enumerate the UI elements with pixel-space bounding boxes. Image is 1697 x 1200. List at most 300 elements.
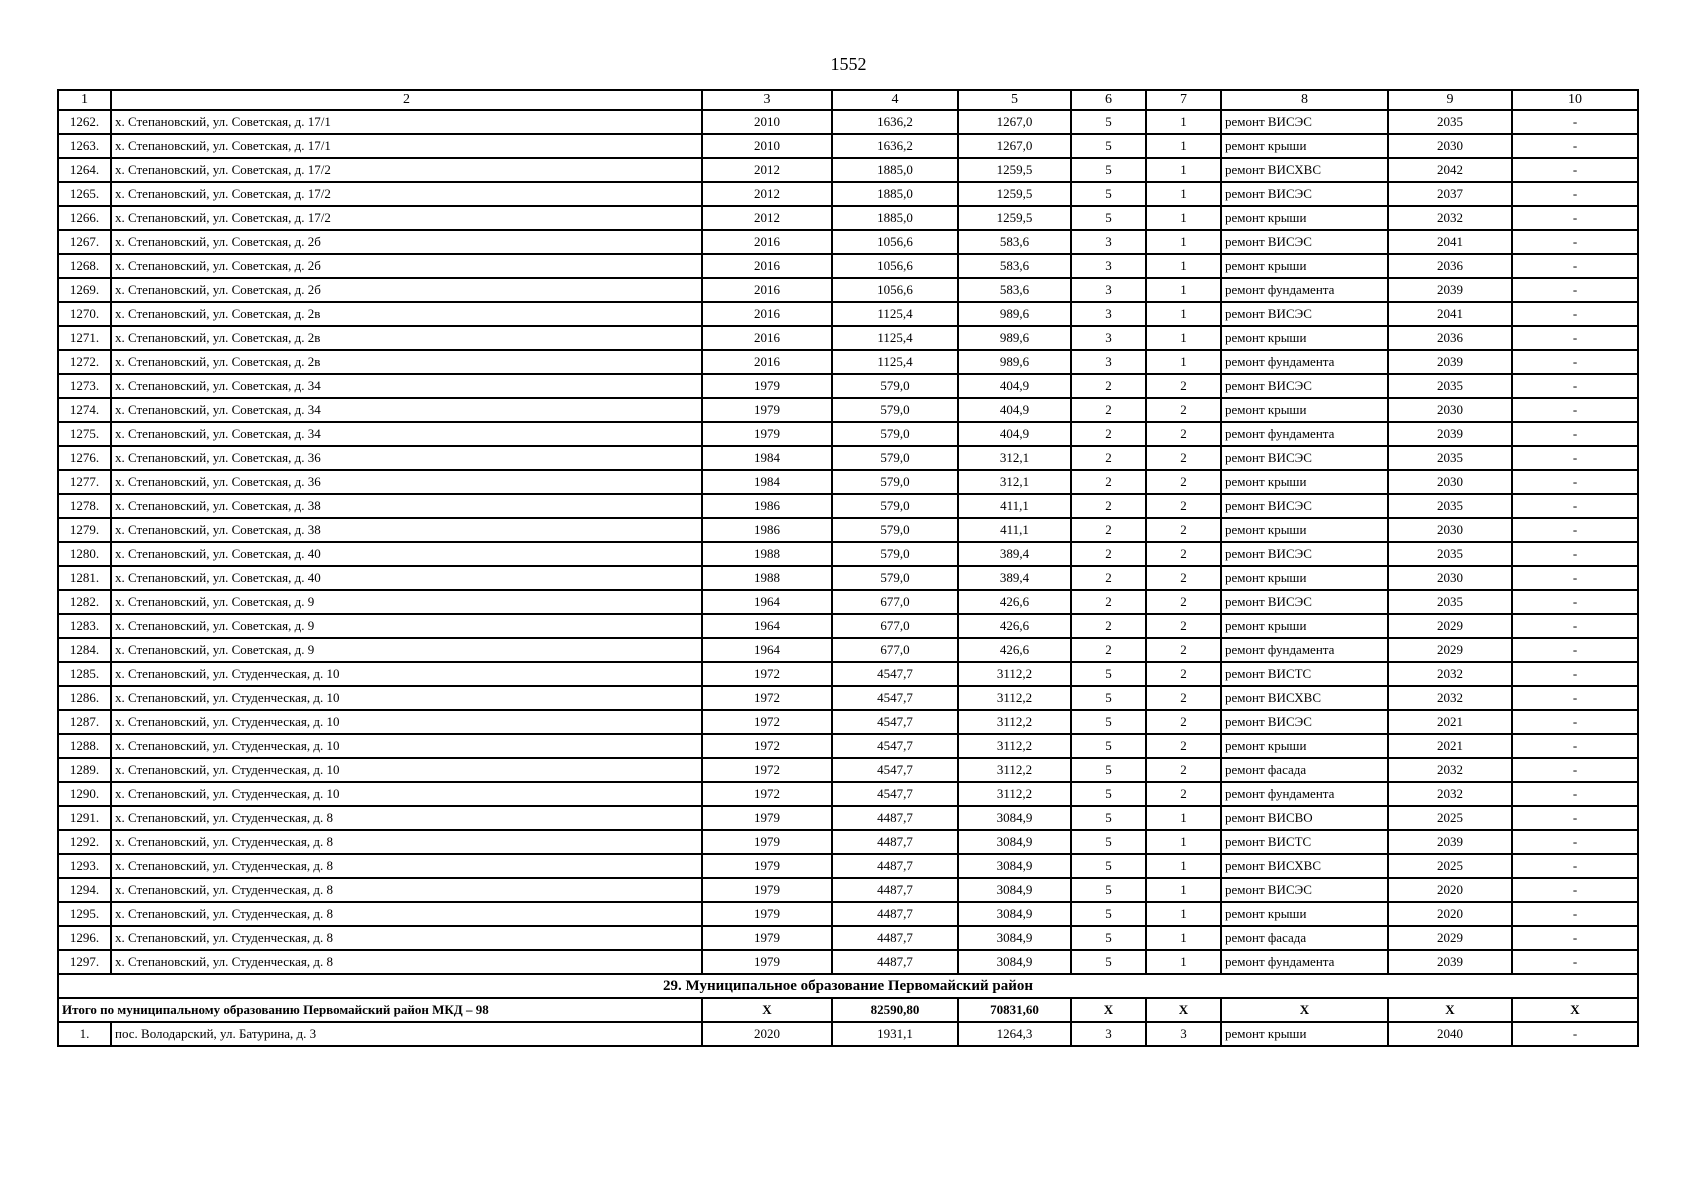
table-cell: 1291. xyxy=(58,806,111,830)
table-cell: 1125,4 xyxy=(832,326,958,350)
table-cell: 579,0 xyxy=(832,446,958,470)
table-row xyxy=(58,686,1638,710)
table-cell: - xyxy=(1512,926,1638,950)
table-body xyxy=(58,110,1638,1046)
table-cell: ремонт фундамента xyxy=(1221,950,1388,974)
table-cell: х. Степановский, ул. Советская, д. 38 xyxy=(111,518,702,542)
table-cell: 2 xyxy=(1071,614,1146,638)
table-cell: 1264,3 xyxy=(958,1022,1071,1046)
table-row xyxy=(58,830,1638,854)
table-cell: - xyxy=(1512,662,1638,686)
table-cell: ремонт ВИСЭС xyxy=(1221,374,1388,398)
table-cell: 4487,7 xyxy=(832,806,958,830)
table-cell: 2016 xyxy=(702,326,832,350)
table-cell: 3084,9 xyxy=(958,902,1071,926)
table-cell: 1. xyxy=(58,1022,111,1046)
table-row xyxy=(58,590,1638,614)
table-cell: 1 xyxy=(1146,902,1221,926)
table-cell: 2 xyxy=(1146,662,1221,686)
table-cell: 2 xyxy=(1146,542,1221,566)
table-cell: 1265. xyxy=(58,182,111,206)
table-cell: 5 xyxy=(1071,902,1146,926)
table-cell: 3 xyxy=(1146,1022,1221,1046)
table-cell: ремонт крыши xyxy=(1221,902,1388,926)
table-cell: 2012 xyxy=(702,206,832,230)
table-cell: 2035 xyxy=(1388,542,1512,566)
table-cell: - xyxy=(1512,854,1638,878)
table-cell: ремонт ВИСЭС xyxy=(1221,110,1388,134)
table-cell: х. Степановский, ул. Студенческая, д. 8 xyxy=(111,854,702,878)
table-cell: х. Степановский, ул. Студенческая, д. 10 xyxy=(111,734,702,758)
table-cell: 2025 xyxy=(1388,854,1512,878)
table-cell: 1267. xyxy=(58,230,111,254)
housing-register-table xyxy=(57,89,1639,1047)
table-cell: 1277. xyxy=(58,470,111,494)
table-cell: 1 xyxy=(1146,878,1221,902)
table-cell: 1273. xyxy=(58,374,111,398)
table-cell: 5 xyxy=(1071,134,1146,158)
table-cell: 2 xyxy=(1146,710,1221,734)
table-cell: 2032 xyxy=(1388,782,1512,806)
column-header-9: 9 xyxy=(1388,90,1512,110)
table-cell: 404,9 xyxy=(958,422,1071,446)
table-cell: 3 xyxy=(1071,302,1146,326)
table-cell: 2016 xyxy=(702,302,832,326)
table-cell: 1964 xyxy=(702,638,832,662)
table-cell: ремонт ВИСЭС xyxy=(1221,230,1388,254)
table-cell: ремонт крыши xyxy=(1221,734,1388,758)
table-cell: 677,0 xyxy=(832,638,958,662)
table-cell: х. Степановский, ул. Советская, д. 36 xyxy=(111,446,702,470)
table-cell: - xyxy=(1512,638,1638,662)
table-cell: х. Степановский, ул. Советская, д. 34 xyxy=(111,422,702,446)
table-row xyxy=(58,206,1638,230)
table-row xyxy=(58,662,1638,686)
table-cell: 1 xyxy=(1146,230,1221,254)
table-cell: 2037 xyxy=(1388,182,1512,206)
table-cell: 1 xyxy=(1146,830,1221,854)
table-cell: х. Степановский, ул. Советская, д. 2в xyxy=(111,302,702,326)
table-row xyxy=(58,158,1638,182)
table-cell: 2 xyxy=(1146,446,1221,470)
column-header-7: 7 xyxy=(1146,90,1221,110)
table-cell: х. Степановский, ул. Советская, д. 38 xyxy=(111,494,702,518)
table-cell: ремонт крыши xyxy=(1221,518,1388,542)
table-row xyxy=(58,422,1638,446)
table-cell: 2039 xyxy=(1388,278,1512,302)
table-cell: 389,4 xyxy=(958,566,1071,590)
table-cell: 1276. xyxy=(58,446,111,470)
table-cell: х. Степановский, ул. Советская, д. 2б xyxy=(111,254,702,278)
table-cell: 2025 xyxy=(1388,806,1512,830)
table-header xyxy=(58,90,1638,110)
table-cell: 1272. xyxy=(58,350,111,374)
table-cell: х. Степановский, ул. Студенческая, д. 8 xyxy=(111,878,702,902)
table-cell: - xyxy=(1512,1022,1638,1046)
table-cell: 4547,7 xyxy=(832,662,958,686)
table-cell: 5 xyxy=(1071,782,1146,806)
table-cell: 1972 xyxy=(702,710,832,734)
table-cell: - xyxy=(1512,206,1638,230)
table-cell: 989,6 xyxy=(958,302,1071,326)
table-cell: ремонт ВИСВО xyxy=(1221,806,1388,830)
table-cell: 1271. xyxy=(58,326,111,350)
table-cell: 2 xyxy=(1071,398,1146,422)
column-header-5: 5 xyxy=(958,90,1071,110)
table-cell: 1282. xyxy=(58,590,111,614)
table-cell: ремонт ВИСЭС xyxy=(1221,542,1388,566)
table-row xyxy=(58,638,1638,662)
table-cell: 1263. xyxy=(58,134,111,158)
table-cell: 2030 xyxy=(1388,470,1512,494)
table-cell: - xyxy=(1512,542,1638,566)
table-cell: 1986 xyxy=(702,518,832,542)
table-cell: 2021 xyxy=(1388,734,1512,758)
table-cell: 1 xyxy=(1146,950,1221,974)
table-cell: 2030 xyxy=(1388,398,1512,422)
table-row xyxy=(58,230,1638,254)
table-cell: 2032 xyxy=(1388,206,1512,230)
table-cell: 5 xyxy=(1071,158,1146,182)
table-cell: х. Степановский, ул. Студенческая, д. 8 xyxy=(111,830,702,854)
table-cell: 583,6 xyxy=(958,278,1071,302)
table-cell: 2 xyxy=(1146,782,1221,806)
total-label: Итого по муниципальному образованию Первомайский район МКД – 98 xyxy=(58,998,702,1022)
table-cell: ремонт крыши xyxy=(1221,134,1388,158)
table-cell: 1931,1 xyxy=(832,1022,958,1046)
section-title: 29. Муниципальное образование Первомайский район xyxy=(58,974,1638,998)
table-cell: - xyxy=(1512,254,1638,278)
table-cell: 2 xyxy=(1071,446,1146,470)
table-row xyxy=(58,806,1638,830)
table-cell: 579,0 xyxy=(832,518,958,542)
table-cell: 3 xyxy=(1071,350,1146,374)
table-cell: 2039 xyxy=(1388,830,1512,854)
table-cell: 1286. xyxy=(58,686,111,710)
table-cell: 1056,6 xyxy=(832,278,958,302)
table-cell: 2035 xyxy=(1388,446,1512,470)
column-header-1: 1 xyxy=(58,90,111,110)
table-cell: - xyxy=(1512,350,1638,374)
table-cell: х. Степановский, ул. Советская, д. 2б xyxy=(111,278,702,302)
table-cell: ремонт ВИСТС xyxy=(1221,830,1388,854)
table-cell: 1964 xyxy=(702,590,832,614)
table-cell: 1972 xyxy=(702,662,832,686)
table-cell: 2020 xyxy=(1388,878,1512,902)
table-row xyxy=(58,782,1638,806)
table-cell: 1 xyxy=(1146,278,1221,302)
page-number: 1552 xyxy=(830,54,867,74)
table-cell: ремонт крыши xyxy=(1221,566,1388,590)
table-cell: 1972 xyxy=(702,758,832,782)
table-cell: - xyxy=(1512,518,1638,542)
table-row xyxy=(58,326,1638,350)
table-row xyxy=(58,854,1638,878)
table-cell: 3084,9 xyxy=(958,878,1071,902)
table-cell: 1279. xyxy=(58,518,111,542)
table-cell: 2035 xyxy=(1388,374,1512,398)
table-cell: ремонт крыши xyxy=(1221,470,1388,494)
table-cell: 2 xyxy=(1146,638,1221,662)
table-cell: х. Степановский, ул. Студенческая, д. 10 xyxy=(111,662,702,686)
table-cell: 1287. xyxy=(58,710,111,734)
table-cell: - xyxy=(1512,734,1638,758)
table-cell: 2032 xyxy=(1388,758,1512,782)
table-cell: 579,0 xyxy=(832,374,958,398)
table-cell: 2029 xyxy=(1388,926,1512,950)
table-cell: 2030 xyxy=(1388,566,1512,590)
table-cell: 411,1 xyxy=(958,518,1071,542)
table-cell: 5 xyxy=(1071,182,1146,206)
table-cell: 5 xyxy=(1071,950,1146,974)
table-cell: 3084,9 xyxy=(958,950,1071,974)
table-cell: 1267,0 xyxy=(958,134,1071,158)
table-row xyxy=(58,758,1638,782)
table-cell: 312,1 xyxy=(958,470,1071,494)
table-cell: 579,0 xyxy=(832,542,958,566)
table-cell: 3 xyxy=(1071,254,1146,278)
table-cell: ремонт фундамента xyxy=(1221,278,1388,302)
table-cell: х. Степановский, ул. Советская, д. 36 xyxy=(111,470,702,494)
table-cell: 1289. xyxy=(58,758,111,782)
table-cell: 5 xyxy=(1071,686,1146,710)
table-cell: 1 xyxy=(1146,182,1221,206)
table-cell: 677,0 xyxy=(832,614,958,638)
table-row xyxy=(58,350,1638,374)
table-cell: 1268. xyxy=(58,254,111,278)
table-cell: 3 xyxy=(1071,326,1146,350)
table-cell: пос. Володарский, ул. Батурина, д. 3 xyxy=(111,1022,702,1046)
column-header-2: 2 xyxy=(111,90,702,110)
table-cell: 1 xyxy=(1146,254,1221,278)
table-cell: ремонт ВИСТС xyxy=(1221,662,1388,686)
table-cell: 2039 xyxy=(1388,422,1512,446)
table-cell: 1274. xyxy=(58,398,111,422)
total-cell: 70831,60 xyxy=(958,998,1071,1022)
table-cell: 2 xyxy=(1071,374,1146,398)
table-cell: 4547,7 xyxy=(832,734,958,758)
table-cell: - xyxy=(1512,470,1638,494)
table-cell: х. Степановский, ул. Советская, д. 17/2 xyxy=(111,158,702,182)
table-cell: х. Степановский, ул. Студенческая, д. 10 xyxy=(111,710,702,734)
table-cell: ремонт фундамента xyxy=(1221,350,1388,374)
table-cell: 2010 xyxy=(702,110,832,134)
table-cell: - xyxy=(1512,110,1638,134)
table-cell: 1885,0 xyxy=(832,206,958,230)
table-cell: 583,6 xyxy=(958,254,1071,278)
table-cell: 3084,9 xyxy=(958,806,1071,830)
table-cell: х. Степановский, ул. Советская, д. 17/2 xyxy=(111,182,702,206)
table-cell: ремонт ВИСХВС xyxy=(1221,686,1388,710)
table-cell: - xyxy=(1512,494,1638,518)
table-cell: 1294. xyxy=(58,878,111,902)
table-row xyxy=(58,494,1638,518)
table-cell: 2030 xyxy=(1388,518,1512,542)
table-cell: ремонт ВИСЭС xyxy=(1221,878,1388,902)
table-row xyxy=(58,710,1638,734)
table-row xyxy=(58,278,1638,302)
table-cell: 1259,5 xyxy=(958,206,1071,230)
table-cell: 4547,7 xyxy=(832,710,958,734)
table-row xyxy=(58,254,1638,278)
table-cell: ремонт фундамента xyxy=(1221,638,1388,662)
table-cell: - xyxy=(1512,830,1638,854)
table-cell: ремонт крыши xyxy=(1221,326,1388,350)
table-cell: 677,0 xyxy=(832,590,958,614)
table-cell: 4487,7 xyxy=(832,878,958,902)
column-number-row xyxy=(58,90,1638,110)
table-cell: 1979 xyxy=(702,398,832,422)
table-cell: 2040 xyxy=(1388,1022,1512,1046)
table-cell: 583,6 xyxy=(958,230,1071,254)
table-cell: 2010 xyxy=(702,134,832,158)
table-cell: 1281. xyxy=(58,566,111,590)
table-row xyxy=(58,926,1638,950)
table-cell: 1979 xyxy=(702,950,832,974)
table-cell: 1264. xyxy=(58,158,111,182)
total-cell: 82590,80 xyxy=(832,998,958,1022)
table-cell: - xyxy=(1512,278,1638,302)
table-cell: 426,6 xyxy=(958,638,1071,662)
table-cell: ремонт крыши xyxy=(1221,398,1388,422)
table-cell: 4547,7 xyxy=(832,758,958,782)
table-cell: 1 xyxy=(1146,110,1221,134)
table-cell: х. Степановский, ул. Студенческая, д. 10 xyxy=(111,758,702,782)
table-cell: 4487,7 xyxy=(832,902,958,926)
table-cell: 5 xyxy=(1071,830,1146,854)
table-cell: 5 xyxy=(1071,662,1146,686)
table-row xyxy=(58,614,1638,638)
table-cell: 1986 xyxy=(702,494,832,518)
table-cell: 2016 xyxy=(702,278,832,302)
table-cell: 2 xyxy=(1071,494,1146,518)
table-row xyxy=(58,1022,1638,1046)
table-cell: - xyxy=(1512,806,1638,830)
table-cell: 1 xyxy=(1146,158,1221,182)
table-cell: 3112,2 xyxy=(958,758,1071,782)
table-row xyxy=(58,878,1638,902)
table-cell: - xyxy=(1512,398,1638,422)
table-row xyxy=(58,398,1638,422)
table-cell: 1 xyxy=(1146,806,1221,830)
table-cell: 2041 xyxy=(1388,302,1512,326)
table-cell: 2 xyxy=(1146,614,1221,638)
table-cell: 989,6 xyxy=(958,326,1071,350)
total-cell: X xyxy=(1146,998,1221,1022)
table-cell: 312,1 xyxy=(958,446,1071,470)
table-cell: х. Степановский, ул. Советская, д. 2в xyxy=(111,326,702,350)
table-cell: 1 xyxy=(1146,134,1221,158)
table-cell: х. Степановский, ул. Советская, д. 34 xyxy=(111,398,702,422)
table-cell: х. Степановский, ул. Советская, д. 9 xyxy=(111,614,702,638)
table-cell: 2 xyxy=(1146,590,1221,614)
table-cell: 1283. xyxy=(58,614,111,638)
table-cell: ремонт ВИСЭС xyxy=(1221,302,1388,326)
table-cell: 1979 xyxy=(702,878,832,902)
table-cell: ремонт фундамента xyxy=(1221,782,1388,806)
table-cell: 2 xyxy=(1146,470,1221,494)
table-cell: 2020 xyxy=(1388,902,1512,926)
table-cell: ремонт ВИСХВС xyxy=(1221,854,1388,878)
table-cell: ремонт ВИСЭС xyxy=(1221,182,1388,206)
table-cell: 1979 xyxy=(702,926,832,950)
table-cell: 2035 xyxy=(1388,590,1512,614)
table-cell: ремонт крыши xyxy=(1221,614,1388,638)
table-cell: 2035 xyxy=(1388,110,1512,134)
table-cell: ремонт ВИСЭС xyxy=(1221,590,1388,614)
table-cell: 404,9 xyxy=(958,398,1071,422)
table-cell: х. Степановский, ул. Советская, д. 17/1 xyxy=(111,134,702,158)
table-cell: х. Степановский, ул. Студенческая, д. 10 xyxy=(111,686,702,710)
table-cell: 579,0 xyxy=(832,494,958,518)
table-cell: 1636,2 xyxy=(832,134,958,158)
table-cell: 2032 xyxy=(1388,662,1512,686)
table-cell: 2 xyxy=(1146,758,1221,782)
total-cell: X xyxy=(702,998,832,1022)
table-cell: 2 xyxy=(1071,518,1146,542)
table-cell: 1984 xyxy=(702,470,832,494)
table-cell: 2039 xyxy=(1388,950,1512,974)
table-cell: ремонт ВИСХВС xyxy=(1221,158,1388,182)
table-cell: х. Степановский, ул. Советская, д. 17/2 xyxy=(111,206,702,230)
table-cell: - xyxy=(1512,710,1638,734)
table-cell: - xyxy=(1512,326,1638,350)
column-header-6: 6 xyxy=(1071,90,1146,110)
table-row xyxy=(58,950,1638,974)
table-cell: 1979 xyxy=(702,830,832,854)
table-cell: 2036 xyxy=(1388,326,1512,350)
table-cell: 2 xyxy=(1146,494,1221,518)
table-cell: 1984 xyxy=(702,446,832,470)
table-cell: 5 xyxy=(1071,110,1146,134)
table-row xyxy=(58,542,1638,566)
table-cell: 3112,2 xyxy=(958,782,1071,806)
table-cell: 3 xyxy=(1071,278,1146,302)
table-cell: 3084,9 xyxy=(958,830,1071,854)
table-cell: 2 xyxy=(1146,566,1221,590)
column-header-3: 3 xyxy=(702,90,832,110)
table-cell: 1979 xyxy=(702,806,832,830)
section-title-row xyxy=(58,974,1638,998)
total-cell: X xyxy=(1512,998,1638,1022)
table-cell: ремонт фундамента xyxy=(1221,422,1388,446)
table-cell: х. Степановский, ул. Советская, д. 9 xyxy=(111,590,702,614)
table-cell: ремонт фасада xyxy=(1221,926,1388,950)
table-cell: 1988 xyxy=(702,566,832,590)
table-row xyxy=(58,902,1638,926)
table-cell: 1636,2 xyxy=(832,110,958,134)
table-cell: 5 xyxy=(1071,878,1146,902)
table-cell: х. Степановский, ул. Студенческая, д. 8 xyxy=(111,902,702,926)
table-cell: 1964 xyxy=(702,614,832,638)
table-cell: 4487,7 xyxy=(832,854,958,878)
table-cell: 2039 xyxy=(1388,350,1512,374)
table-cell: 4487,7 xyxy=(832,926,958,950)
table-cell: 1 xyxy=(1146,350,1221,374)
table-cell: 1 xyxy=(1146,302,1221,326)
table-row xyxy=(58,110,1638,134)
table-cell: 1266. xyxy=(58,206,111,230)
total-cell: X xyxy=(1071,998,1146,1022)
table-cell: ремонт ВИСЭС xyxy=(1221,710,1388,734)
table-cell: 1885,0 xyxy=(832,182,958,206)
table-cell: 2 xyxy=(1146,422,1221,446)
table-cell: 5 xyxy=(1071,710,1146,734)
table-cell: - xyxy=(1512,590,1638,614)
table-cell: 2035 xyxy=(1388,494,1512,518)
table-cell: 2 xyxy=(1071,422,1146,446)
table-cell: 989,6 xyxy=(958,350,1071,374)
